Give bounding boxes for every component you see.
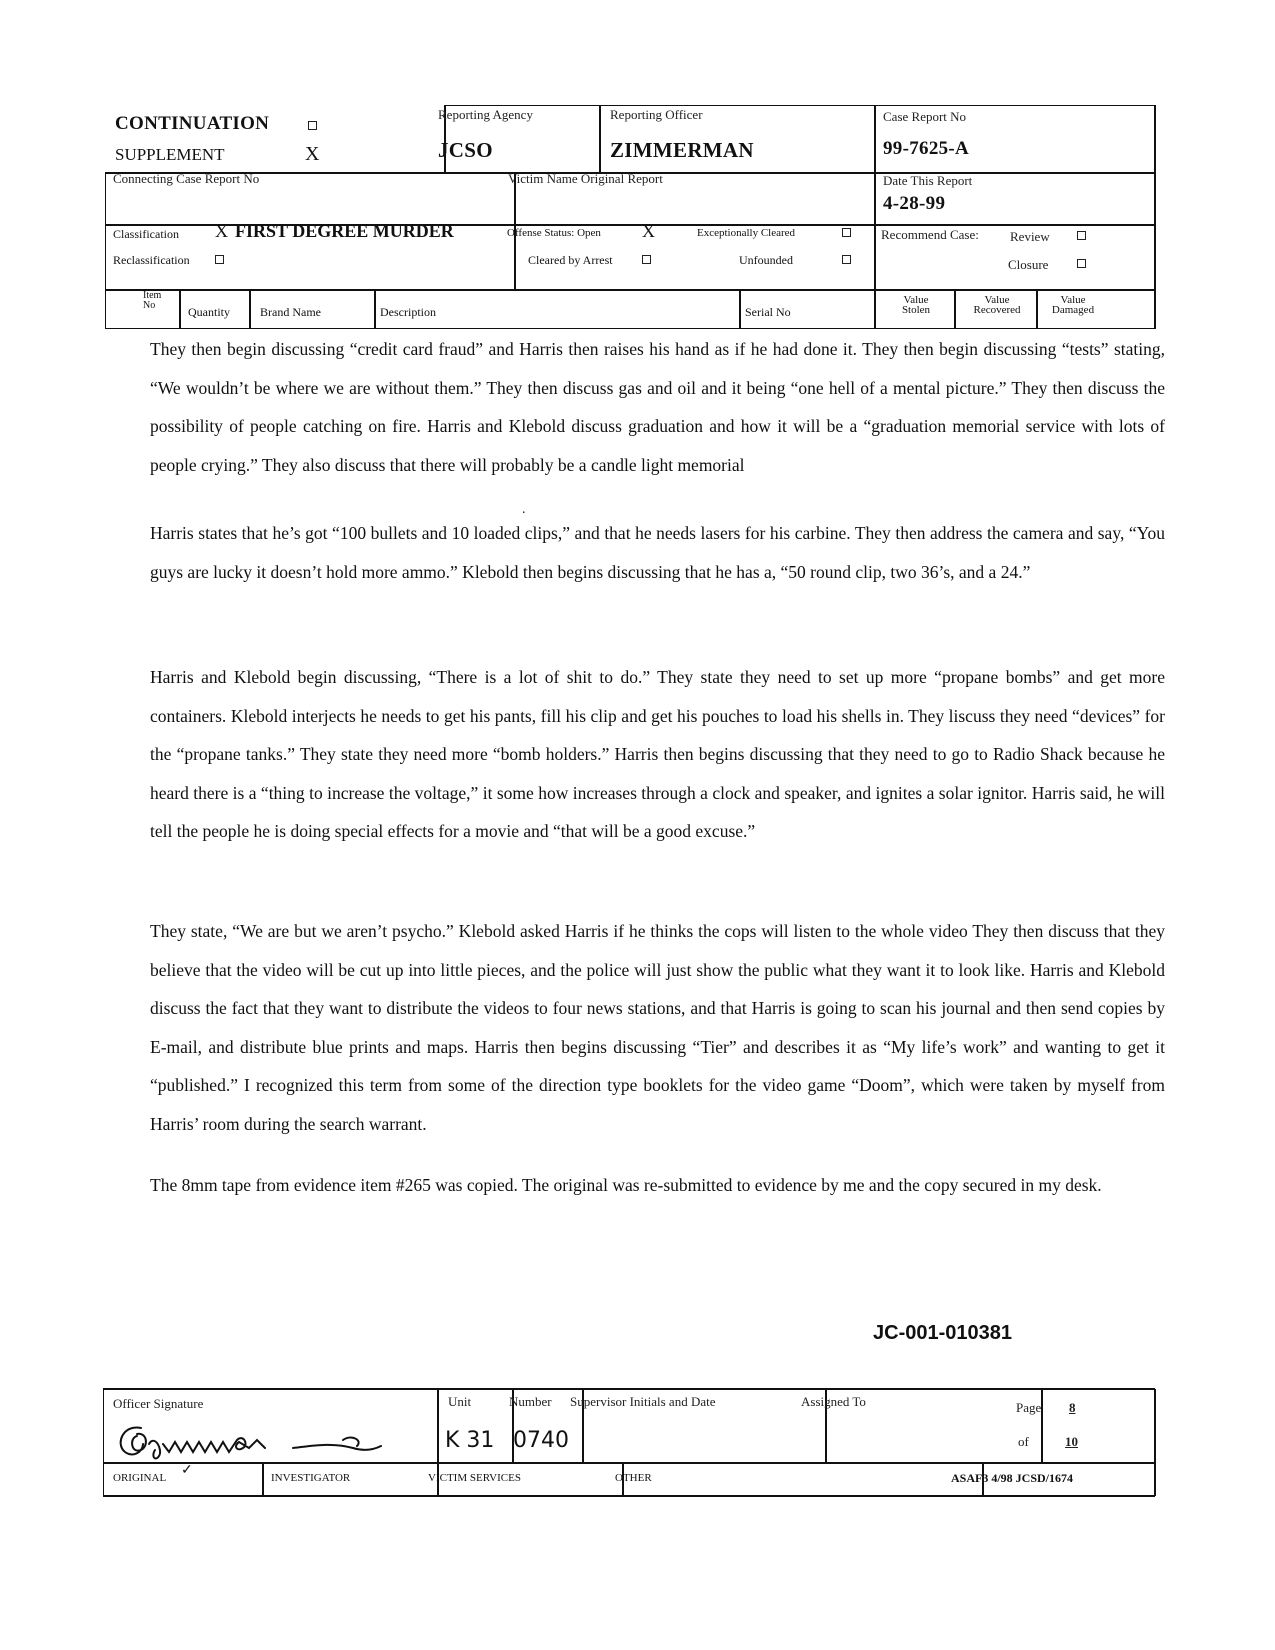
original-label: ORIGINAL [113, 1472, 167, 1484]
reporting-officer-label: Reporting Officer [610, 107, 703, 122]
report-header [105, 105, 1160, 329]
cleared-by-arrest-label: Cleared by Arrest [528, 253, 613, 267]
unfounded-checkbox[interactable] [842, 255, 851, 264]
reclassification-label: Reclassification [113, 253, 190, 267]
victim-services-label: VICTIM SERVICES [428, 1472, 521, 1484]
review-label: Review [1010, 229, 1050, 244]
quantity-label: Quantity [188, 305, 230, 319]
bates-number: JC-001-010381 [873, 1322, 1012, 1344]
classification-label: Classification [113, 227, 179, 241]
narrative-paragraph-4: They state, “We are but we aren’t psycho.” Klebold asked Harris if he thinks the cops will listen to the whole video They then discuss that they believe that the video will be cut up into little pieces, and the police will just show the public what they want it to look like. Harris and Klebold discuss the fact that they want to distribute the videos to four news stations, and that Harris is going to scan his journal and then send copies by E-mail, and distribute blue prints and maps. Harris then begins discussing “Tier” and describes it as “My life’s work” and wanting to get it “published.” I recognized this term from some of the direction type booklets for the video game “Doom”, which were taken by myself from Harris’ room during the search warrant. [150, 921, 1165, 1134]
page-total: 10 [1065, 1434, 1078, 1449]
connecting-case-label: Connecting Case Report No [113, 171, 260, 186]
supplement-label: SUPPLEMENT [115, 145, 225, 164]
narrative-paragraph-3: Harris and Klebold begin discussing, “There is a lot of shit to do.” They state they need to set up more “propane bombs” and get more containers. Klebold interjects he needs to get his pants, fill his clip and get his pouches to load his shells in. They liscuss they need “devices” for the “propane tanks.” They state they need more “bomb holders.” Harris then begins discussing that they need to go to Radio Shack because he heard there is a “thing to increase the voltage,” it some how increases through a clock and speaker, and ignites a solar ignitor. Harris said, he will tell the people he is doing special effects for a movie and “that will be a good excuse.” [150, 667, 1165, 841]
value-damaged-label: Value Damaged [1051, 294, 1095, 316]
form-code: ASAF3 4/98 JCSD/1674 [951, 1471, 1074, 1485]
page-label: Page [1016, 1400, 1042, 1415]
classification-value: FIRST DEGREE MURDER [235, 221, 454, 241]
serial-no-label: Serial No [745, 305, 791, 319]
item-no-label: Item No [143, 290, 162, 311]
unit-label: Unit [448, 1394, 472, 1409]
assigned-to-label: Assigned To [801, 1394, 866, 1409]
brand-name-label: Brand Name [260, 305, 321, 319]
original-checkmark: ✓ [181, 1463, 193, 1478]
investigator-label: INVESTIGATOR [271, 1472, 351, 1484]
narrative-paragraph-5: The 8mm tape from evidence item #265 was copied. The original was re-submitted to evidence by me and the copy secured in my desk. [150, 1175, 1102, 1195]
offense-open-mark: X [642, 221, 655, 241]
number-label: Number [509, 1394, 552, 1409]
reclassification-checkbox[interactable] [215, 255, 224, 264]
number-value: 0740 [513, 1428, 569, 1453]
value-stolen-label: Value Stolen [901, 294, 931, 316]
review-checkbox[interactable] [1077, 231, 1086, 240]
reporting-agency-label: Reporting Agency [438, 107, 533, 122]
page-number: 8 [1069, 1400, 1076, 1415]
narrative-paragraph-2: Harris states that he’s got “100 bullets and 10 loaded clips,” and that he needs lasers for his carbine. They then address the camera and say, “You guys are lucky it doesn’t hold more ammo.” Klebold then begins discussing that he has a, “50 round clip, two 36’s, and a 24.” [150, 523, 1165, 582]
reporting-agency-value: JCSO [438, 138, 493, 162]
narrative-paragraph-1: They then begin discussing “credit card fraud” and Harris then raises his hand as if he had done it. They then begin discussing “tests” stating, “We wouldn’t be where we are without them.” They then discuss gas and oil and it being “one hell of a mental picture.” They then discuss the possibility of people catching on fire. Harris and Klebold discuss graduation and how it will be a “graduation memorial service with lots of people crying.” They also discuss that there will probably be a candle light memorial [150, 339, 1165, 475]
supplement-mark: X [305, 143, 320, 165]
cleared-by-arrest-checkbox[interactable] [642, 255, 651, 264]
value-recovered-label: Value Recovered [973, 294, 1021, 316]
closure-label: Closure [1008, 257, 1049, 272]
officer-signature [111, 1416, 401, 1462]
exceptionally-cleared-label: Exceptionally Cleared [697, 227, 796, 239]
case-report-no-label: Case Report No [883, 109, 967, 124]
continuation-label: CONTINUATION [115, 113, 270, 134]
recommend-case-label: Recommend Case: [881, 227, 979, 242]
other-label: OTHER [615, 1472, 652, 1484]
reporting-officer-value: ZIMMERMAN [610, 138, 754, 162]
victim-name-label: Victim Name Original Report [508, 171, 663, 186]
offense-status-label: Offense Status: Open [507, 227, 601, 239]
description-label: Description [380, 305, 436, 319]
of-label: of [1018, 1434, 1029, 1449]
continuation-checkbox[interactable] [308, 121, 317, 130]
date-this-report-value: 4-28-99 [883, 193, 946, 214]
case-report-no-value: 99-7625-A [883, 138, 970, 159]
date-this-report-label: Date This Report [883, 173, 973, 188]
classification-mark: X [215, 221, 228, 241]
unit-value: K 31 [445, 1428, 495, 1453]
unfounded-label: Unfounded [739, 253, 793, 267]
stray-mark: . [522, 502, 526, 517]
officer-signature-label: Officer Signature [113, 1396, 204, 1411]
exceptionally-cleared-checkbox[interactable] [842, 228, 851, 237]
supervisor-initials-label: Supervisor Initials and Date [570, 1394, 716, 1409]
report-footer [103, 1388, 1160, 1498]
closure-checkbox[interactable] [1077, 259, 1086, 268]
